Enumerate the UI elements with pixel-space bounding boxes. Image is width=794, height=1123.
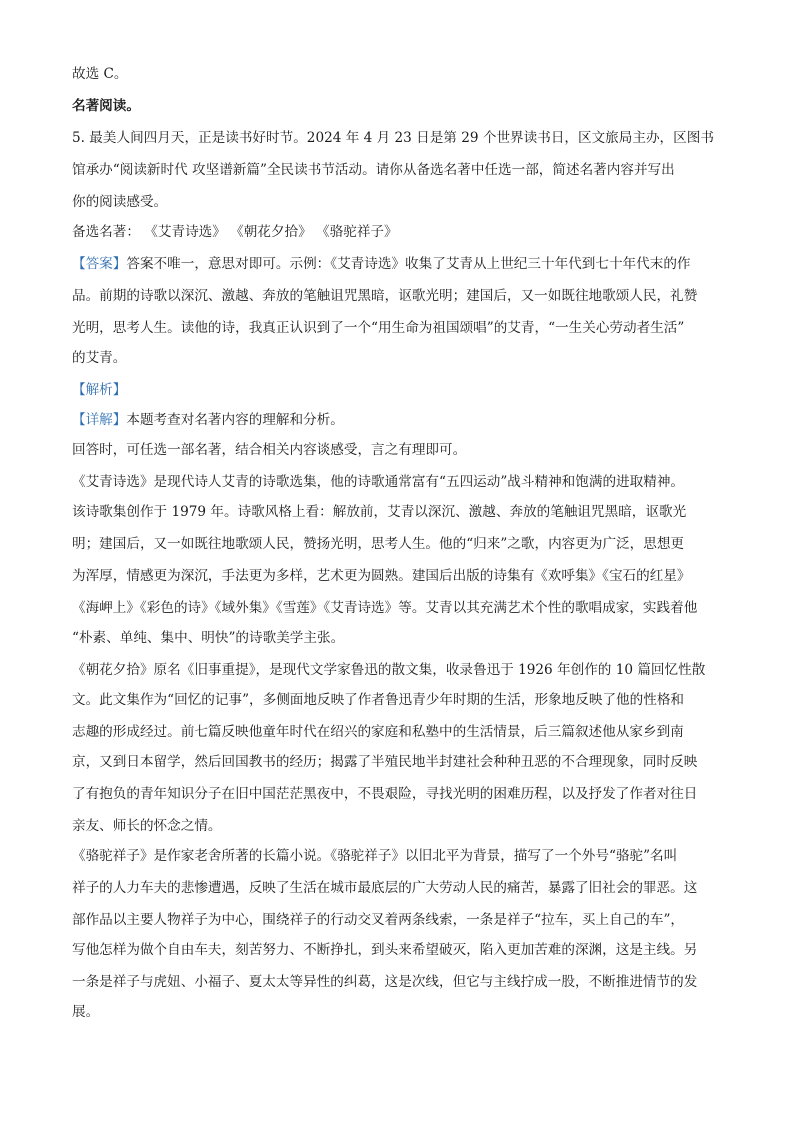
text-line: [72, 628, 344, 648]
answer-line: [72, 318, 684, 338]
line-text: 光明，思考人生。读他的诗，我真正认识到了一个“用生命为祖国颂唱”的艾青，“一生关心劳动者生活”: [72, 320, 685, 336]
text-line: [72, 722, 684, 742]
line-text: 你的阅读感受。: [72, 194, 168, 210]
answer-line: [72, 254, 691, 274]
line-text: 京，又到日本留学，然后回国教书的经历；揭露了半殖民地半封建社会种种丑恶的不合理现象，同时反映: [72, 754, 698, 770]
text-line: [72, 1002, 99, 1022]
text-line: [72, 502, 686, 522]
question-line: [72, 192, 167, 212]
text-line: [72, 534, 684, 554]
text-line: [72, 472, 684, 492]
section-heading: [72, 96, 140, 116]
line-text: 《海岬上》《彩色的诗》《域外集》《雪莲》《艾青诗选》等。艾青以其充满艺术个性的歌唱成家，实践着他: [72, 600, 698, 616]
line-text: 该诗歌集创作于 1979 年。诗歌风格上看：解放前，艾青以深沉、激越、奔放的笔触诅咒黑暗，讴歌光: [72, 504, 687, 520]
text-line: [72, 940, 697, 960]
heading-text: 名著阅读。: [72, 98, 140, 114]
detail-tag: 【详解】: [72, 412, 127, 428]
line-text: 展。: [72, 1004, 100, 1020]
answer-line: [72, 286, 697, 306]
line-text: 【解析】: [72, 382, 127, 398]
question-line: [72, 128, 714, 148]
line-text: 备选名著： 《艾青诗选》 《朝花夕拾》 《骆驼祥子》: [72, 224, 398, 240]
line-text: 志趣的形成经过。前七篇反映他童年时代在绍兴的家庭和私塾中的生活情景，后三篇叙述他从家乡到南: [72, 724, 684, 740]
line-text: 的艾青。: [72, 350, 127, 366]
question-line: [72, 160, 675, 180]
line-text: 回答时，可任选一部名著，结合相关内容谈感受，言之有理即可。: [72, 442, 467, 458]
line-text: “朴素、单纯、集中、明快”的诗歌美学主张。: [72, 630, 345, 646]
line-text: 《朝花夕拾》原名《旧事重提》，是现代文学家鲁迅的散文集，收录鲁迅于 1926 年创作的 10 篇回忆性散: [72, 662, 706, 678]
answer-line: [72, 348, 126, 368]
text-line: [72, 690, 684, 710]
line-text: 文。此文集作为“回忆的记事”，多侧面地反映了作者鲁迅青少年时期的生活，形象地反映了他的性格和: [72, 692, 685, 708]
detail-line: [72, 410, 344, 430]
text-line: [72, 878, 697, 898]
line-text: 一条是祥子与虎妞、小福子、夏太太等异性的纠葛，这是次线，但它与主线拧成一股，不断推进情节的发: [72, 974, 698, 990]
line-text: 答案不唯一，意思对即可。示例：《艾青诗选》收集了艾青从上世纪三十年代到七十年代末的作: [126, 256, 691, 272]
line-text: 故选 C。: [72, 66, 128, 82]
line-text: 《骆驼祥子》是作家老舍所著的长篇小说。《骆驼祥子》以旧北平为背景，描写了一个外号“骆驼”名叫: [72, 848, 678, 864]
line-text: 了有抱负的青年知识分子在旧中国茫茫黑夜中，不畏艰险，寻找光明的困难历程，以及抒发了作者对往日: [72, 786, 698, 802]
analysis-tag: [72, 380, 126, 400]
line-text: 品。前期的诗歌以深沉、激越、奔放的笔触诅咒黑暗，讴歌光明；建国后，又一如既往地歌颂人民，礼赞: [72, 288, 698, 304]
line-text: 写他怎样为做个自由车夫，刻苦努力、不断挣扎，到头来希望破灭，陷入更加苦难的深渊，这是主线。另: [72, 942, 698, 958]
line-text: 5. 最美人间四月天，正是读书好时节。2024 年 4 月 23 日是第 29 个世界读书日，区文旅局主办，区图书: [72, 130, 714, 146]
line-text: 本题考查对名著内容的理解和分析。: [126, 412, 344, 428]
line-text: 亲友、师长的怀念之情。: [72, 818, 222, 834]
book-options: [72, 222, 398, 242]
text-line: [72, 784, 697, 804]
text-line: [72, 910, 684, 930]
text-line: [72, 972, 697, 992]
text-line: [72, 660, 705, 680]
line-text: 为浑厚，情感更为深沉，手法更为多样，艺术更为圆熟。建国后出版的诗集有《欢呼集》《宝石的红星》: [72, 568, 691, 584]
line-text: 《艾青诗选》是现代诗人艾青的诗歌选集，他的诗歌通常富有“五四运动”战斗精神和饱满的进取精神。: [72, 474, 685, 490]
text-line: [72, 440, 466, 460]
line-text: 部作品以主要人物祥子为中心，围绕祥子的行动交叉着两条线索，一条是祥子“拉车，买上自己的车”，: [72, 912, 685, 928]
text-line: [72, 846, 677, 866]
text-line: [72, 752, 697, 772]
text-line: [72, 816, 222, 836]
answer-tag: 【答案】: [72, 256, 127, 272]
text-line: [72, 64, 128, 84]
line-text: 馆承办“阅读新时代 攻坚谱新篇”全民读书节活动。请你从备选名著中任选一部，简述名著内容并写出: [72, 162, 675, 178]
line-text: 明；建国后，又一如既往地歌颂人民，赞扬光明，思考人生。他的“归来”之歌，内容更为广泛，思想更: [72, 536, 685, 552]
line-text: 祥子的人力车夫的悲惨遭遇，反映了生活在城市最底层的广大劳动人民的痛苦，暴露了旧社会的罪恶。这: [72, 880, 698, 896]
text-line: [72, 598, 697, 618]
text-line: [72, 566, 691, 586]
